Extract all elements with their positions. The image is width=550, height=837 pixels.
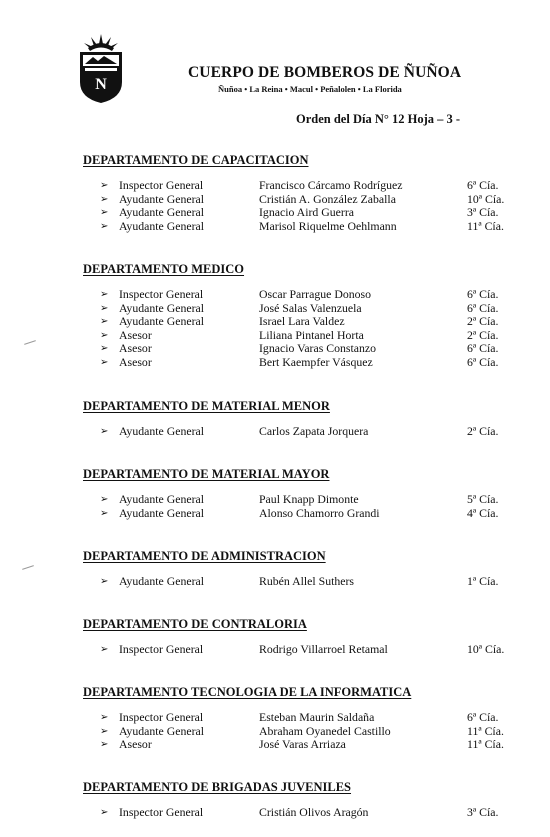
member-company: 10ª Cía. xyxy=(467,191,505,206)
member-row xyxy=(0,493,550,507)
member-company: 6ª Cía. xyxy=(467,178,499,192)
member-role: Ayudante General xyxy=(119,314,205,329)
member-row xyxy=(0,643,550,657)
member-name: Esteban Maurin Saldaña xyxy=(259,710,375,724)
member-role: Ayudante General xyxy=(119,574,205,588)
member-name: Cristián A. González Zaballa xyxy=(259,191,396,206)
member-company: 6ª Cía. xyxy=(467,287,499,301)
department-members xyxy=(0,711,550,752)
member-role: Ayudante General xyxy=(119,191,205,206)
member-role: Inspector General xyxy=(119,805,204,819)
member-name: Abraham Oyanedel Castillo xyxy=(259,723,391,738)
member-role: Ayudante General xyxy=(119,205,205,220)
department-members xyxy=(0,493,550,520)
member-role: Asesor xyxy=(119,737,152,752)
member-role: Inspector General xyxy=(119,710,204,724)
bullet-arrow-icon: ➢ xyxy=(100,507,109,519)
member-row xyxy=(0,315,550,329)
member-company: 6ª Cía. xyxy=(467,341,499,356)
member-role: Ayudante General xyxy=(119,300,205,315)
bullet-arrow-icon: ➢ xyxy=(100,207,109,219)
order-of-day-reference: Orden del Día N° 12 Hoja – 3 - xyxy=(296,112,461,126)
department-title: DEPARTAMENTO DE CONTRALORIA xyxy=(83,617,307,631)
member-name: Francisco Cárcamo Rodríguez xyxy=(259,178,403,192)
bullet-arrow-icon: ➢ xyxy=(100,725,109,737)
member-row xyxy=(0,179,550,193)
member-name: José Salas Valenzuela xyxy=(259,300,362,315)
member-company: 4ª Cía. xyxy=(467,505,499,520)
member-role: Asesor xyxy=(119,327,152,342)
bullet-arrow-icon: ➢ xyxy=(100,193,109,205)
member-company: 6ª Cía. xyxy=(467,710,499,724)
member-row xyxy=(0,711,550,725)
member-name: Rubén Allel Suthers xyxy=(259,574,355,588)
bullet-arrow-icon: ➢ xyxy=(100,289,109,300)
member-company: 2ª Cía. xyxy=(467,327,499,342)
member-role: Ayudante General xyxy=(119,505,205,520)
member-name: Ignacio Varas Constanzo xyxy=(259,341,377,356)
member-role: Inspector General xyxy=(119,287,204,301)
member-company: 10ª Cía. xyxy=(467,642,505,656)
department-members xyxy=(0,643,550,657)
bullet-arrow-icon: ➢ xyxy=(100,356,109,368)
department-members xyxy=(0,179,550,233)
bullet-arrow-icon: ➢ xyxy=(100,220,109,232)
member-role: Ayudante General xyxy=(119,218,205,233)
department-title: DEPARTAMENTO DE CAPACITACION xyxy=(83,153,309,167)
member-role: Inspector General xyxy=(119,178,204,192)
member-role: Inspector General xyxy=(119,642,204,656)
bullet-arrow-icon: ➢ xyxy=(100,807,109,818)
department-members xyxy=(0,806,550,820)
member-name: Bert Kaempfer Vásquez xyxy=(259,354,373,369)
member-name: Rodrigo Villarroel Retamal xyxy=(259,642,388,656)
member-role: Ayudante General xyxy=(119,723,205,738)
member-company: 6ª Cía. xyxy=(467,354,499,369)
member-row xyxy=(0,206,550,220)
member-company: 11ª Cía. xyxy=(467,723,504,738)
department-title: DEPARTAMENTO DE MATERIAL MENOR xyxy=(83,399,330,413)
bullet-arrow-icon: ➢ xyxy=(100,712,109,723)
member-row xyxy=(0,356,550,370)
member-role: Asesor xyxy=(119,341,152,356)
member-company: 3ª Cía. xyxy=(467,205,499,220)
member-name: José Varas Arriaza xyxy=(259,737,346,752)
bullet-arrow-icon: ➢ xyxy=(100,494,109,505)
member-name: Oscar Parrague Donoso xyxy=(259,287,372,301)
member-row xyxy=(0,342,550,356)
department-members xyxy=(0,425,550,439)
member-company: 6ª Cía. xyxy=(467,300,499,315)
member-row xyxy=(0,288,550,302)
member-name: Cristián Olivos Aragón xyxy=(259,805,369,819)
department-title: DEPARTAMENTO DE MATERIAL MAYOR xyxy=(83,467,330,481)
member-name: Israel Lara Valdez xyxy=(259,314,345,329)
emblem-letter: N xyxy=(95,76,107,93)
member-company: 1ª Cía. xyxy=(467,574,499,588)
department-title: DEPARTAMENTO DE ADMINISTRACION xyxy=(83,549,326,563)
bullet-arrow-icon: ➢ xyxy=(100,316,109,328)
margin-mark xyxy=(22,565,34,570)
member-row xyxy=(0,725,550,739)
member-row xyxy=(0,329,550,343)
organization-communes: Ñuñoa • La Reina • Macul • Peñalolen • La Florida xyxy=(218,84,402,94)
member-name: Liliana Pintanel Horta xyxy=(259,327,364,342)
member-row xyxy=(0,507,550,521)
member-name: Carlos Zapata Jorquera xyxy=(259,424,369,438)
member-row xyxy=(0,193,550,207)
department-title: DEPARTAMENTO MEDICO xyxy=(83,262,245,276)
member-company: 11ª Cía. xyxy=(467,218,504,233)
department-members xyxy=(0,575,550,589)
bullet-arrow-icon: ➢ xyxy=(100,302,109,314)
member-row xyxy=(0,575,550,589)
member-company: 5ª Cía. xyxy=(467,492,499,506)
member-company: 11ª Cía. xyxy=(467,737,504,752)
bullet-arrow-icon: ➢ xyxy=(100,343,109,355)
bullet-arrow-icon: ➢ xyxy=(100,644,109,655)
department-title: DEPARTAMENTO DE BRIGADAS JUVENILES xyxy=(83,780,352,794)
bullet-arrow-icon: ➢ xyxy=(100,426,109,437)
member-role: Ayudante General xyxy=(119,492,205,506)
member-row xyxy=(0,220,550,234)
member-company: 2ª Cía. xyxy=(467,424,499,438)
bullet-arrow-icon: ➢ xyxy=(100,576,109,587)
bullet-arrow-icon: ➢ xyxy=(100,180,109,191)
bullet-arrow-icon: ➢ xyxy=(100,329,109,341)
member-role: Asesor xyxy=(119,354,152,369)
bullet-arrow-icon: ➢ xyxy=(100,739,109,751)
fire-department-emblem-icon xyxy=(76,32,126,104)
member-name: Ignacio Aird Guerra xyxy=(259,205,354,220)
organization-title: CUERPO DE BOMBEROS DE ÑUÑOA xyxy=(188,64,462,81)
member-company: 2ª Cía. xyxy=(467,314,499,329)
member-row xyxy=(0,302,550,316)
member-name: Alonso Chamorro Grandi xyxy=(259,505,380,520)
member-role: Ayudante General xyxy=(119,424,205,438)
member-row xyxy=(0,806,550,820)
department-title: DEPARTAMENTO TECNOLOGIA DE LA INFORMATICA xyxy=(83,685,412,699)
member-name: Marisol Riquelme Oehlmann xyxy=(259,218,397,233)
department-members xyxy=(0,288,550,370)
member-company: 3ª Cía. xyxy=(467,805,499,819)
member-row xyxy=(0,425,550,439)
member-name: Paul Knapp Dimonte xyxy=(259,492,359,506)
member-row xyxy=(0,738,550,752)
